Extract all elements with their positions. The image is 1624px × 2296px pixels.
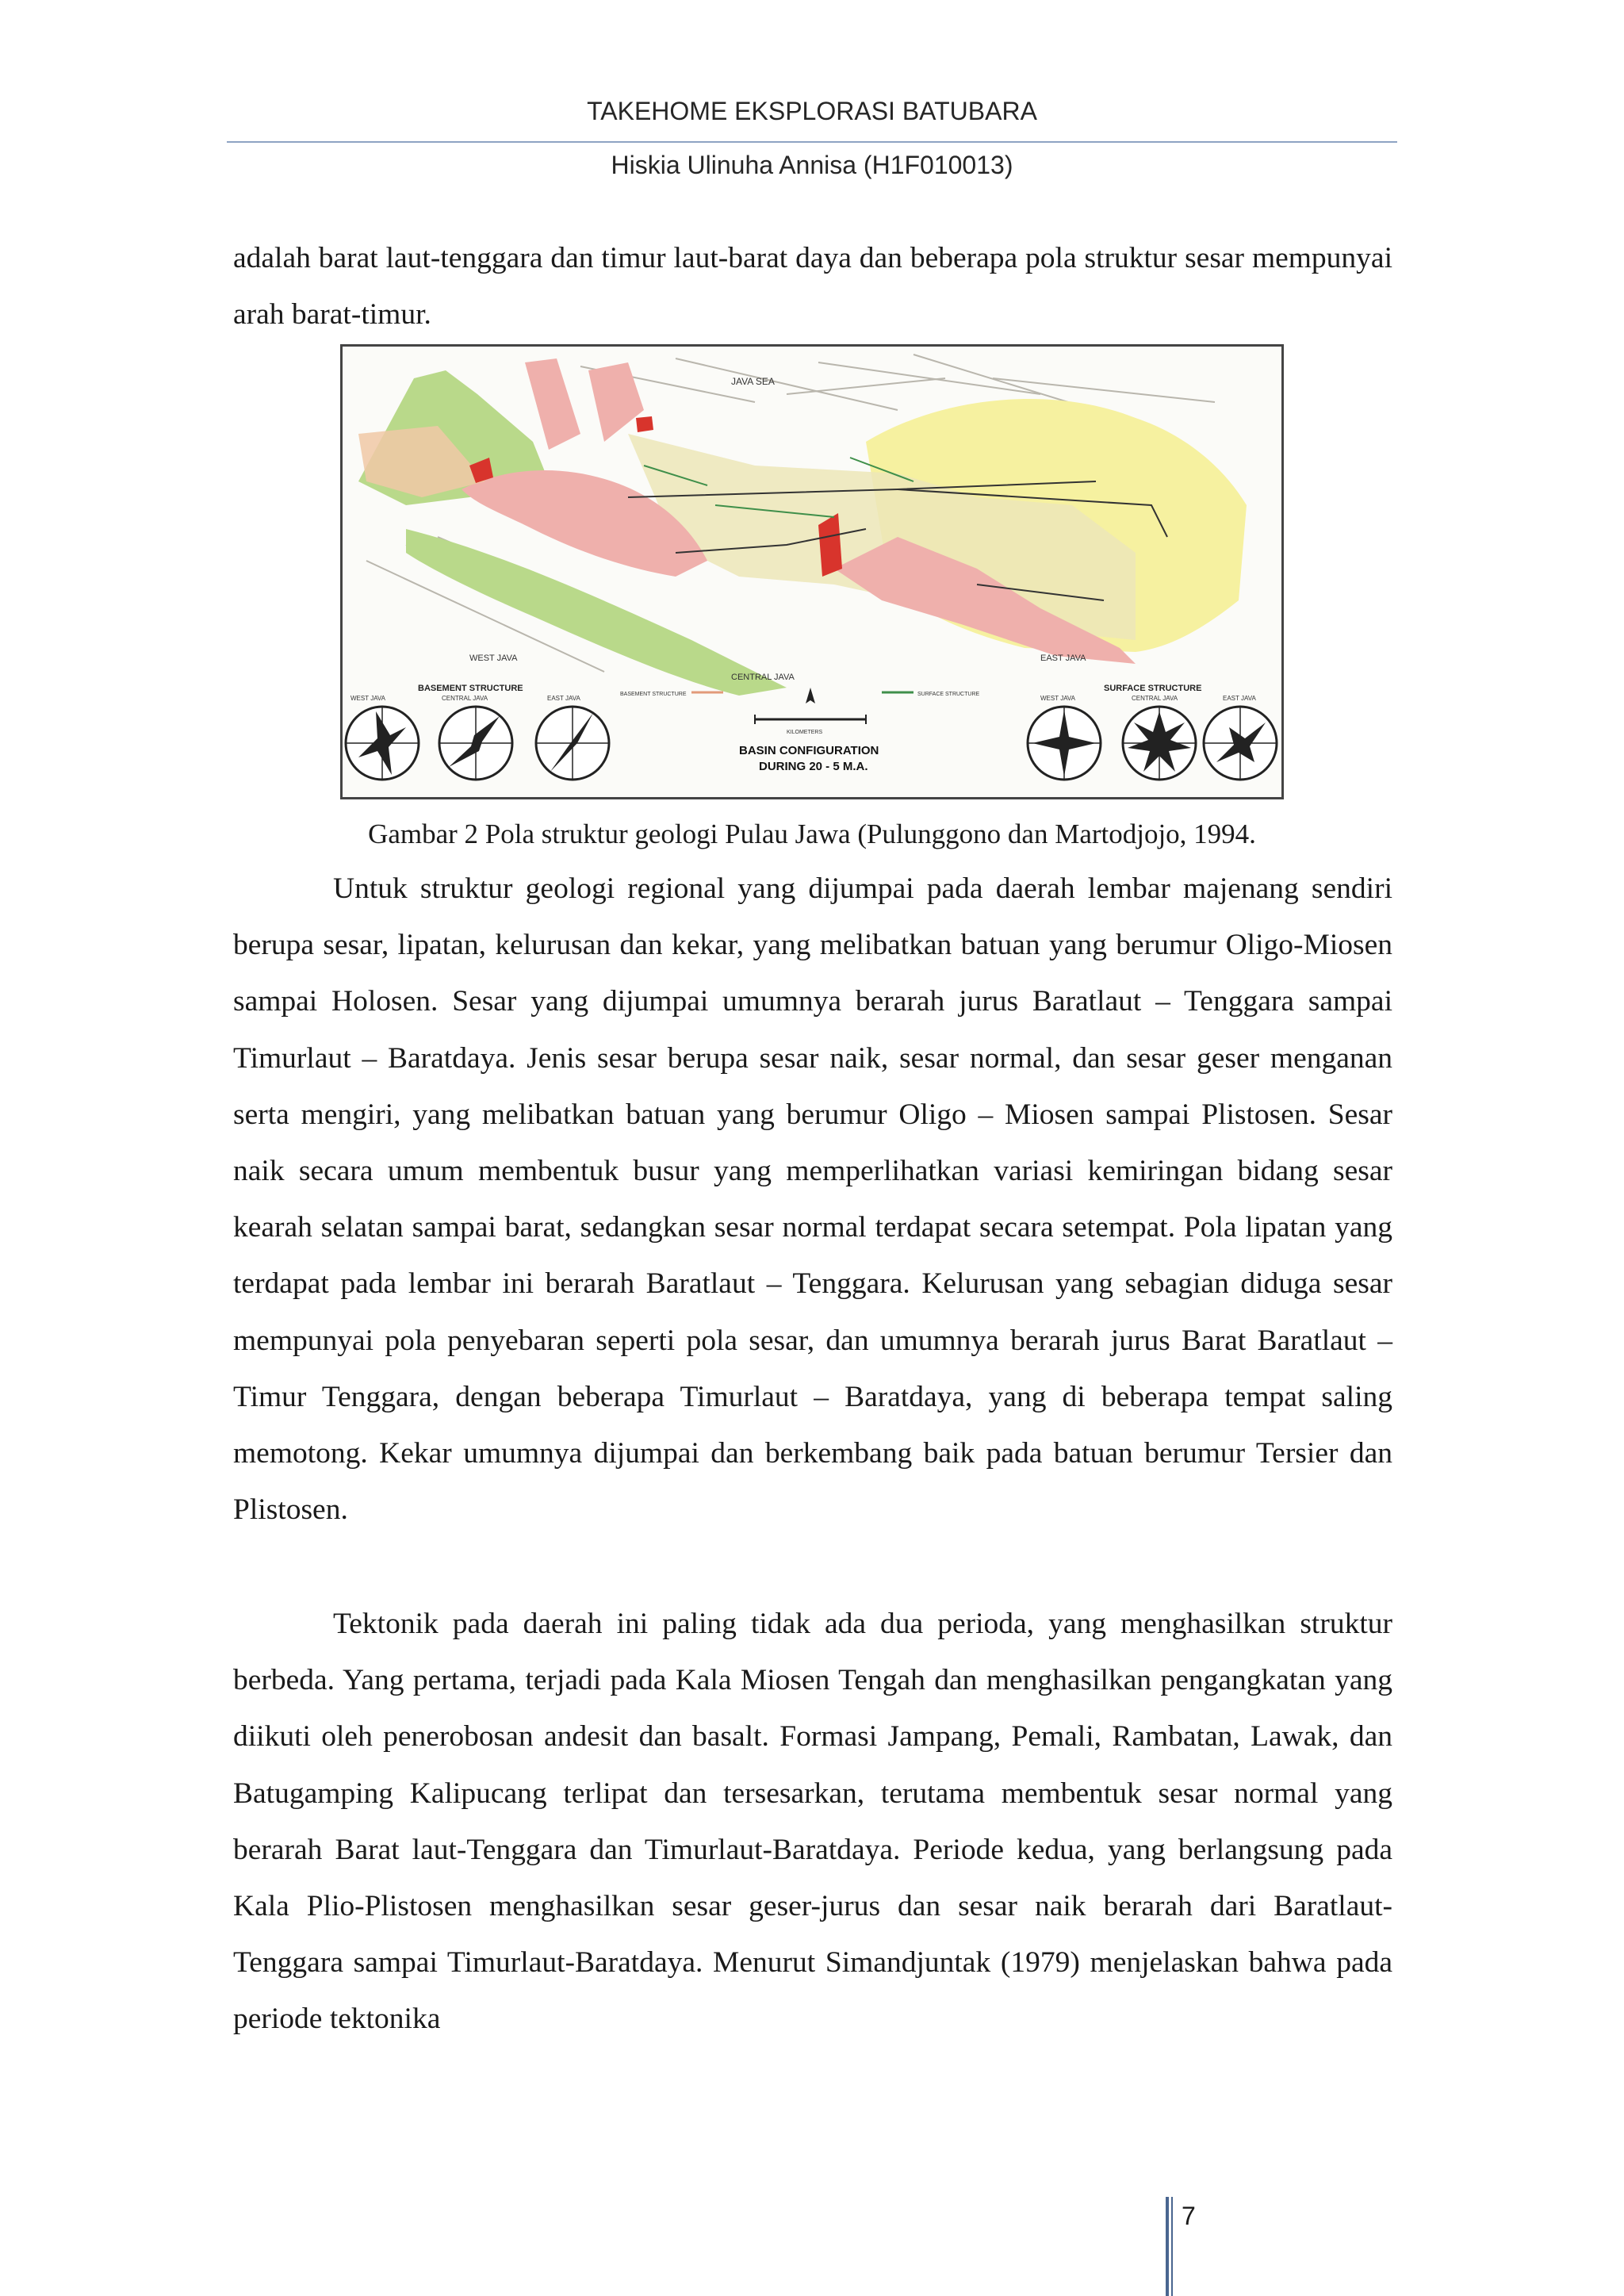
map-label-central: CENTRAL JAVA xyxy=(731,673,795,682)
config-title-2: DURING 20 - 5 M.A. xyxy=(759,760,868,773)
header-title: TAKEHOME EKSPLORASI BATUBARA xyxy=(587,97,1037,125)
rose-diagram-basement-west xyxy=(346,707,419,780)
map-label-west: WEST JAVA xyxy=(469,654,518,663)
paragraph-regional-structure: Untuk struktur geologi regional yang dijumpai pada daerah lembar majenang sendiri berupa sesar, lipatan, kelurusan dan kekar, yang melibatkan batuan yang berumur Oligo-Miosen sampai Holosen. Sesar yang dijumpai umumnya berarah jurus Baratlaut – Tenggara sampai Timurlaut – Baratdaya. Jenis sesar berupa sesar naik, sesar normal, dan sesar geser menganan serta mengiri, yang melibatkan batuan yang berumur Oligo – Miosen sampai Plistosen. Sesar naik secara umum membentuk busur yang memperlihatkan variasi kemiringan bidang sesar kearah selatan sampai barat, sedangkan sesar normal terdapat secara setempat. Pola lipatan yang terdapat pada lembar ini berarah Baratlaut – Tenggara. Kelurusan yang sebagian diduga sesar mempunyai pola penyebaran seperti pola sesar, dan umumnya berarah jurus Barat Baratlaut – Timur Tenggara, dengan beberapa Timurlaut – Baratdaya, yang di beberapa tempat saling memotong. Kekar umumnya dijumpai dan berkembang baik pada batuan berumur Tersier dan Plistosen. xyxy=(233,872,1392,1527)
basement-rose-label-east: EAST JAVA xyxy=(547,695,580,702)
header-author: Hiskia Ulinuha Annisa (H1F010013) xyxy=(611,151,1013,179)
surface-rose-label-east: EAST JAVA xyxy=(1223,695,1256,702)
rose-diagram-surface-east xyxy=(1204,707,1277,780)
rose-diagram-basement-east xyxy=(536,707,609,780)
legend-basement: BASEMENT STRUCTURE xyxy=(620,692,687,697)
basement-rose-label-west: WEST JAVA xyxy=(350,695,386,702)
rose-diagram-surface-central xyxy=(1123,707,1196,780)
legend-scale: KILOMETERS xyxy=(787,730,823,735)
geology-figure xyxy=(340,344,1284,799)
basement-heading: BASEMENT STRUCTURE xyxy=(418,684,523,693)
basement-rose-label-central: CENTRAL JAVA xyxy=(442,695,488,702)
config-title-1: BASIN CONFIGURATION xyxy=(739,744,879,757)
page-number-bar xyxy=(1166,2197,1169,2296)
map-label-sea: JAVA SEA xyxy=(731,376,775,387)
paragraph-tectonics: Tektonik pada daerah ini paling tidak ada dua perioda, yang menghasilkan struktur berbeda. Yang pertama, terjadi pada Kala Miosen Tengah dan menghasilkan pengangkatan yang diikuti oleh penerobosan andesit dan basalt. Formasi Jampang, Pemali, Rambatan, Lawak, dan Batugamping Kalipucang terlipat dan tersesarkan, terutama membentuk sesar normal yang berarah Barat laut-Tenggara dan Timurlaut-Baratdaya. Periode kedua, yang berlangsung pada Kala Plio-Plistosen menghasilkan sesar geser-jurus dan sesar naik berarah dari Baratlaut-Tenggara sampai Timurlaut-Baratdaya. Menurut Simandjuntak (1979) menjelaskan bahwa pada periode tektonika xyxy=(233,1608,1392,2036)
surface-heading: SURFACE STRUCTURE xyxy=(1104,684,1202,693)
basement-rose-group xyxy=(346,684,609,780)
page-number-bar-thin xyxy=(1171,2197,1173,2296)
figure-caption: Gambar 2 Pola struktur geologi Pulau Jawa (Pulunggono dan Martodjojo, 1994. xyxy=(368,818,1256,849)
paragraph-continuation: adalah barat laut-tenggara dan timur laut-barat daya dan beberapa pola struktur sesar mempunyai arah barat-timur. xyxy=(233,242,1392,332)
rose-diagram-basement-central xyxy=(439,707,512,780)
rose-diagram-surface-west xyxy=(1028,707,1101,780)
map-label-east: EAST JAVA xyxy=(1040,654,1086,663)
surface-rose-label-central: CENTRAL JAVA xyxy=(1132,695,1178,702)
page-number: 7 xyxy=(1182,2202,1196,2230)
surface-rose-label-west: WEST JAVA xyxy=(1040,695,1076,702)
surface-rose-group xyxy=(1028,684,1277,780)
header-rule xyxy=(227,141,1397,143)
legend-surface: SURFACE STRUCTURE xyxy=(917,692,980,697)
